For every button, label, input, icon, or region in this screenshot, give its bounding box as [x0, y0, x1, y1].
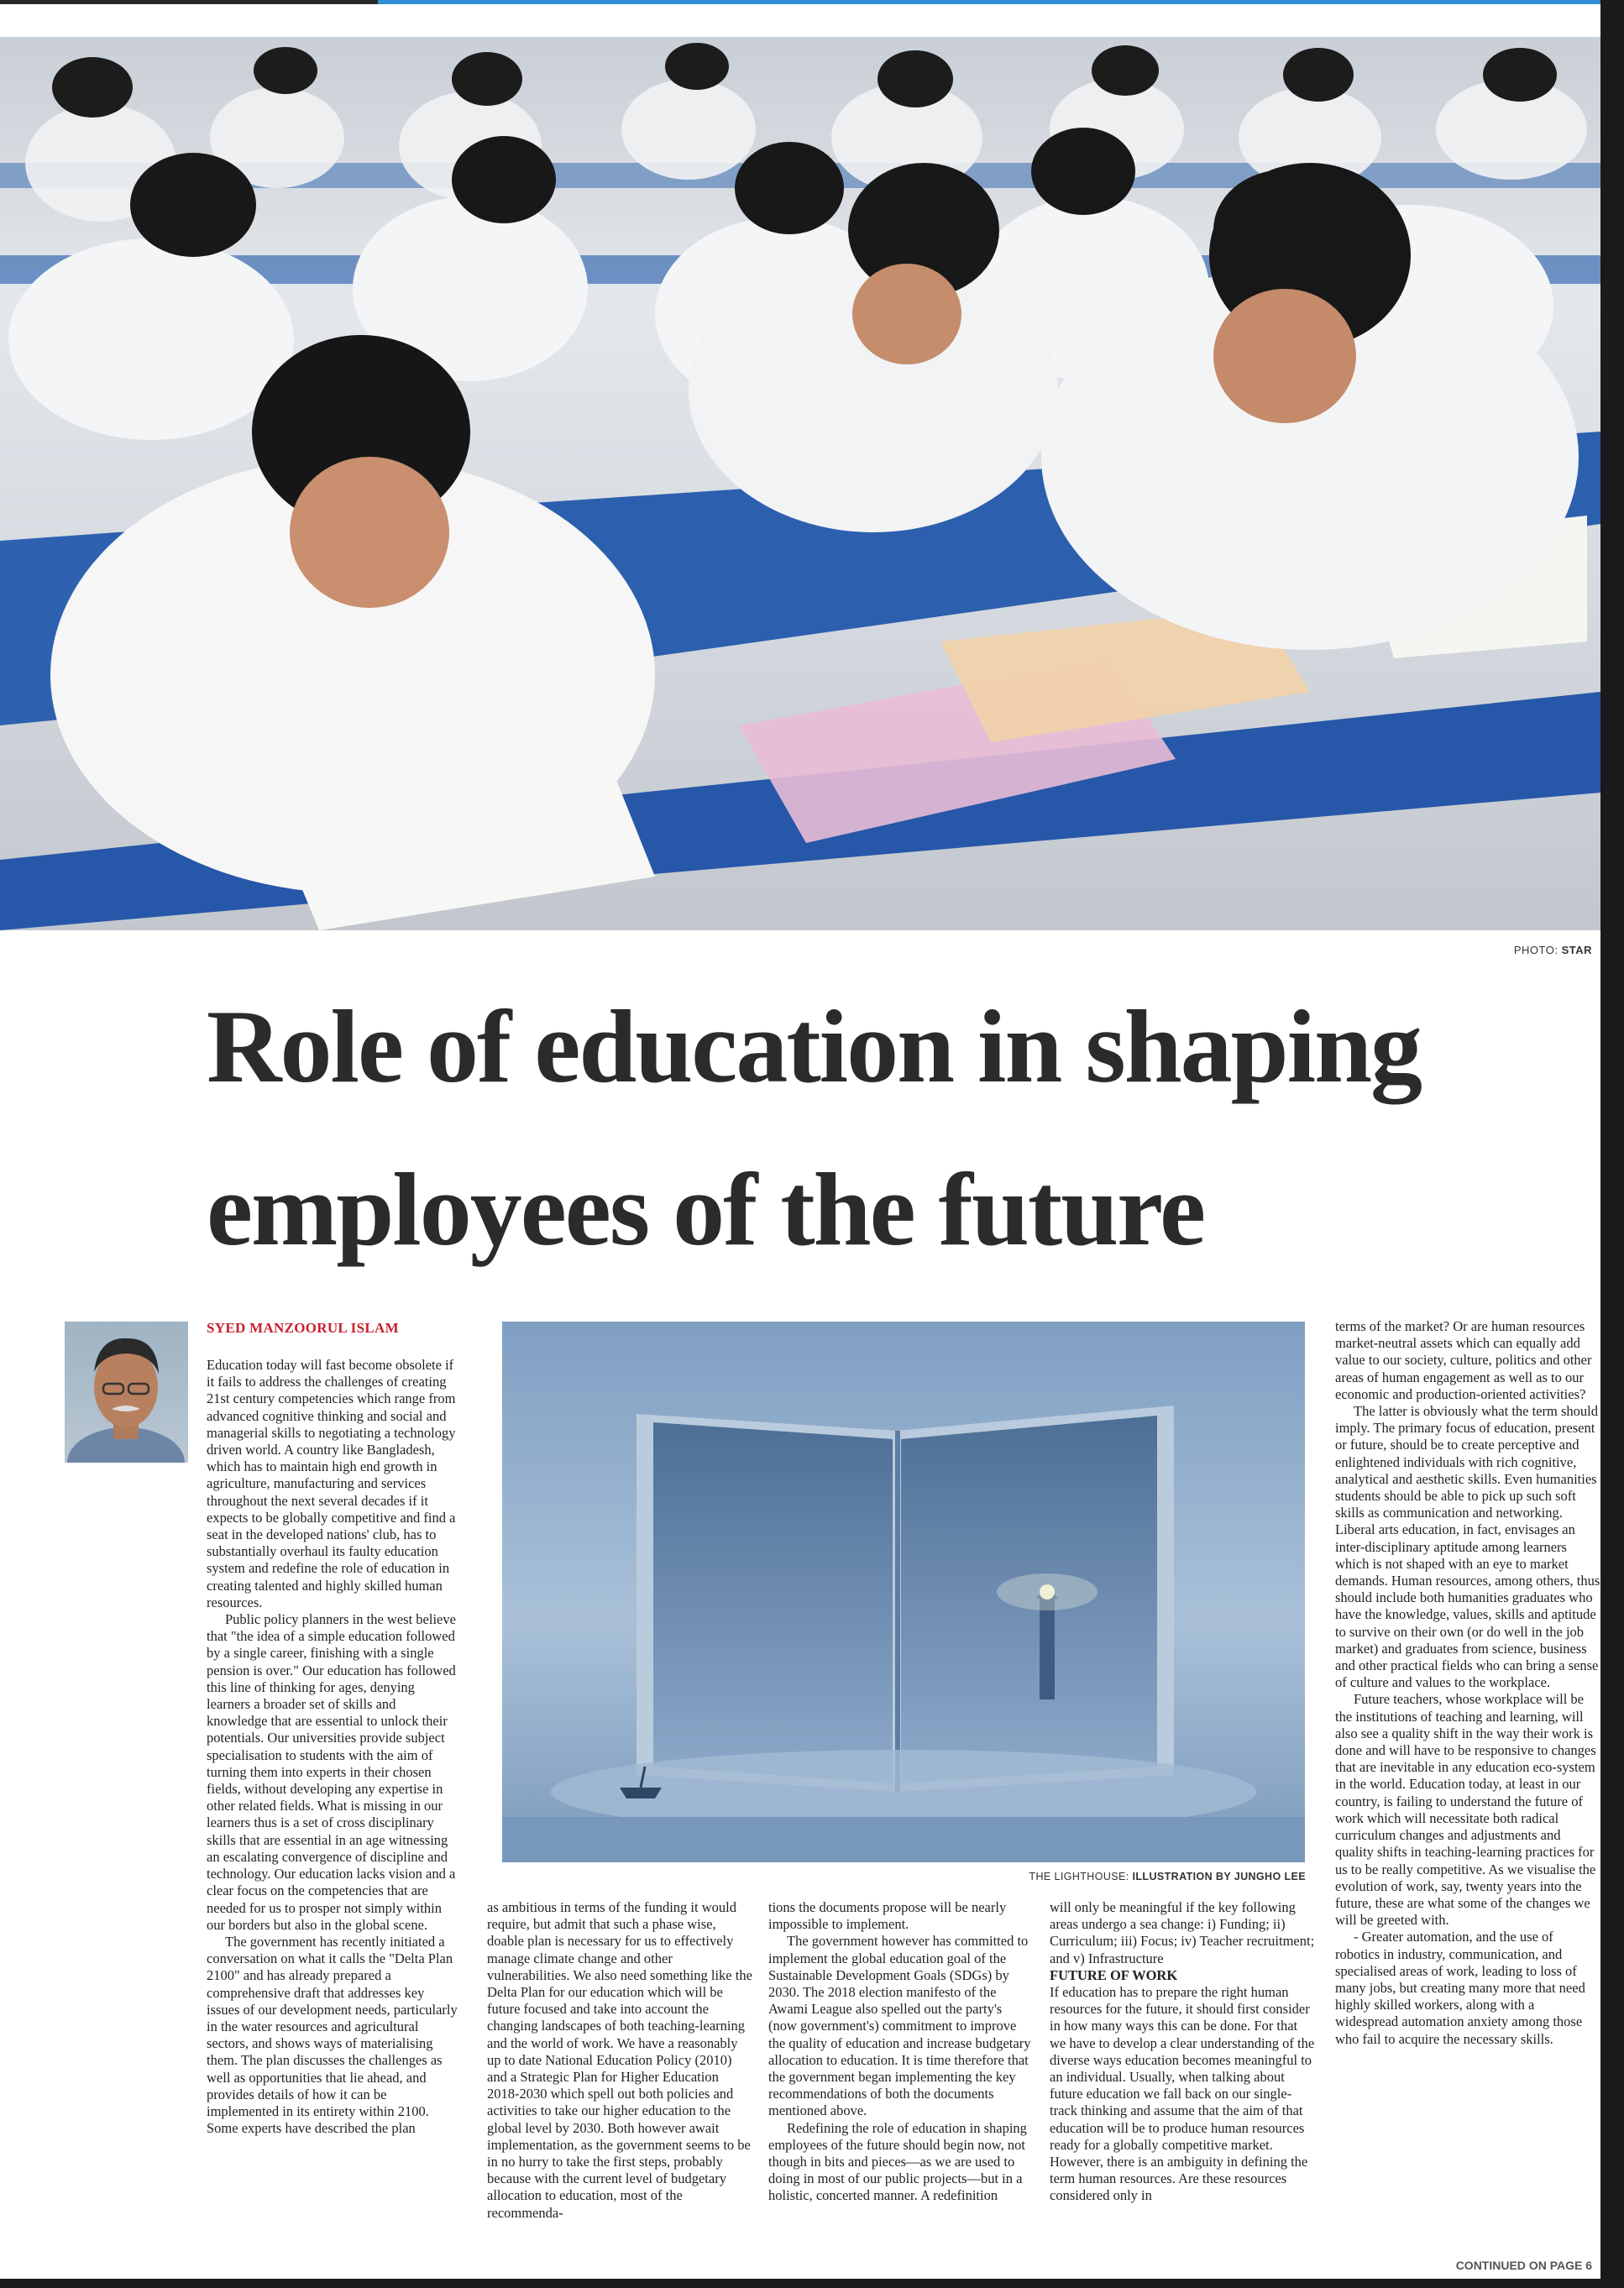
illustration-credit-prefix: THE LIGHTHOUSE:	[1029, 1871, 1133, 1882]
paragraph: The latter is obviously what the term should imply. The primary focus of education, present or future, should be to create perceptive and enlightened individuals with rich cognitive, analytical and aesthetic skills. Even humanities students should be able to pick up such soft skills as communication and networking. Liberal arts education, in fact, envisages an inter-disciplinary aptitude among learners which is not shaped with an eye to market demands. Human resources, among others, thus should include both humanities graduates who have the knowledge, values, skills and aptitude to survive on their own (or do well in the job market) and graduates from science, business and other practical fields who can bring a sense of culture and values to the workplace.	[1335, 1403, 1600, 1691]
author-portrait	[65, 1322, 188, 1463]
bottom-rule	[0, 2279, 1624, 2288]
subheading: FUTURE OF WORK	[1050, 1966, 1178, 1983]
paragraph: will only be meaningful if the key following areas undergo a sea change: i) Funding; ii) Curriculum; iii) Focus; iv) Teacher recruitment; and v) Infrastructure	[1050, 1899, 1315, 1966]
paragraph: The government however has committed to implement the global education goal of the Sustainable Development Goals (SDGs) by 2030. The 2018 election manifesto of the Awami League also spelled out the party's (now government's) commitment to improve the quality of education and increase budgetary allocation to education. It is time therefore that the government began implementing the key recommendations of both the documents mentioned above.	[768, 1933, 1031, 2119]
paragraph: Redefining the role of education in shaping employees of the future should begin now, not though in bits and pieces—as we are used to doing in most of our public projects—but in a holistic, concerted manner. A redefinition	[768, 2119, 1027, 2204]
author-byline: SYED MANZOORUL ISLAM	[207, 1320, 399, 1336]
article-column-4	[1050, 1899, 1315, 2205]
exam-hall-photo	[0, 37, 1600, 930]
open-book-illustration	[502, 1322, 1305, 1862]
paragraph: If education has to prepare the right human resources for the future, it should first consider in how many ways this can be done. For that we have to develop a clear understanding of the diverse ways education becomes meaningful to an individual. Usually, when talking about future education we fall back on our single-track thinking and assume that the aim of that education will be to produce human resources ready for a globally competitive market. However, there is an ambiguity in defining the term human resources. Are these resources considered only in	[1050, 1984, 1315, 2204]
paragraph: - Greater automation, and the use of robotics in industry, communication, and specialised areas of work, leading to loss of many jobs, but creating many more that need highly skilled workers, along with a widespread automation anxiety among those who fail to acquire the necessary skills.	[1335, 1929, 1585, 2047]
paragraph: as ambitious in terms of the funding it would require, but admit that such a phase wise, doable plan is necessary for us to effectively manage climate change and other vulnerabilities. We also need something like the Delta Plan for our education which will be future focused and take into account the changing landscapes of both teaching-learning and the world of work. We have a reasonably up to date National Education Policy (2010) and a Strategic Plan for Higher Education 2018-2030 which spell out both policies and activities to take our higher education to the global level by 2030. Both however await implementation, as the government seems to be in no hurry to take the first steps, probably because with the current level of budgetary allocation to education, most of the recommenda-	[487, 1899, 752, 2221]
paragraph: Public policy planners in the west believe that "the idea of a simple education followed by a single career, finishing with a single pension is over." Our education has followed this line of thinking for ages, denying learners a broader set of skills and knowledge that are essential to unlock their potentials. Our universities provide subject specialisation to students with the aim of turning them into experts in their chosen fields, without developing any expertise in other related fields. What is missing in our learners thus is a set of cross disciplinary skills that are essential in an age witnessing an escalating convergence of discipline and technology. Our education lacks vision and a clear focus on the competencies that are needed for us to prosper not simply within our borders but also in the global scene.	[207, 1611, 456, 1933]
illustration-credit-name: ILLUSTRATION BY JUNGHO LEE	[1132, 1871, 1306, 1882]
photo-credit-name: STAR	[1561, 944, 1592, 956]
author-photo	[65, 1322, 188, 1463]
paragraph: The government has recently initiated a conversation on what it calls the "Delta Plan 2100" and has already prepared a comprehensive draft that addresses key issues of our development needs, particularly in the water resources and agricultural sectors, and shows ways of materialising them. The plan discusses the challenges as well as opportunities that lie ahead, and provides details of how it can be implemented in its entirety within 2100. Some experts have described the plan	[207, 1933, 458, 2137]
paragraph: tions the documents propose will be nearly impossible to implement.	[768, 1899, 1007, 1933]
article-column-2	[487, 1899, 752, 2222]
top-accent-rule	[378, 0, 1604, 4]
lighthouse-illustration	[502, 1322, 1305, 1862]
page-edge	[1600, 0, 1624, 2288]
illustration-credit	[1020, 1871, 1306, 1882]
photo-credit-prefix: PHOTO:	[1513, 944, 1562, 956]
headline-line-2: employees of the future	[207, 1152, 1205, 1267]
photo-credit	[1514, 944, 1592, 956]
continued-on-page[interactable]: CONTINUED ON PAGE 6	[1455, 2259, 1592, 2272]
article-column-5	[1335, 1318, 1600, 2048]
headline	[207, 966, 1584, 1291]
paragraph: Future teachers, whose workplace will be the institutions of teaching and learning, will also see a quality shift in the way their work is done and will have to be responsive to changes that are inevitable in any education eco-system in the world. Education today, at least in our country, is failing to understand the future of work which will necessitate both radical curriculum changes and adjustments and quality shifts in teaching-learning practices for us to be really competitive. As we visualise the evolution of work, say, twenty years into the future, these are what some of the changes we will be greeted with.	[1335, 1691, 1596, 1929]
article-column-1	[207, 1357, 458, 2137]
paragraph: terms of the market? Or are human resources market-neutral assets which can equally add value to our society, culture, politics and other areas of human engagement as well as to our economic and production-oriented activities?	[1335, 1318, 1592, 1402]
lead-photo	[0, 37, 1600, 930]
article-column-3	[768, 1899, 1034, 2205]
headline-line-1: Role of education in shaping	[207, 989, 1422, 1104]
paragraph: Education today will fast become obsolete if it fails to address the challenges of creating 21st century competencies which range from advanced cognitive thinking and social and managerial skills to negotiating a technology driven world. A country like Bangladesh, which has to maintain high end growth in agriculture, manufacturing and services throughout the next several decades if it expects to be globally competitive and find a seat in the developed nations' club, has to substantially overhaul its faulty education system and redefine the role of education in creating talented and highly skilled human resources.	[207, 1357, 456, 1610]
